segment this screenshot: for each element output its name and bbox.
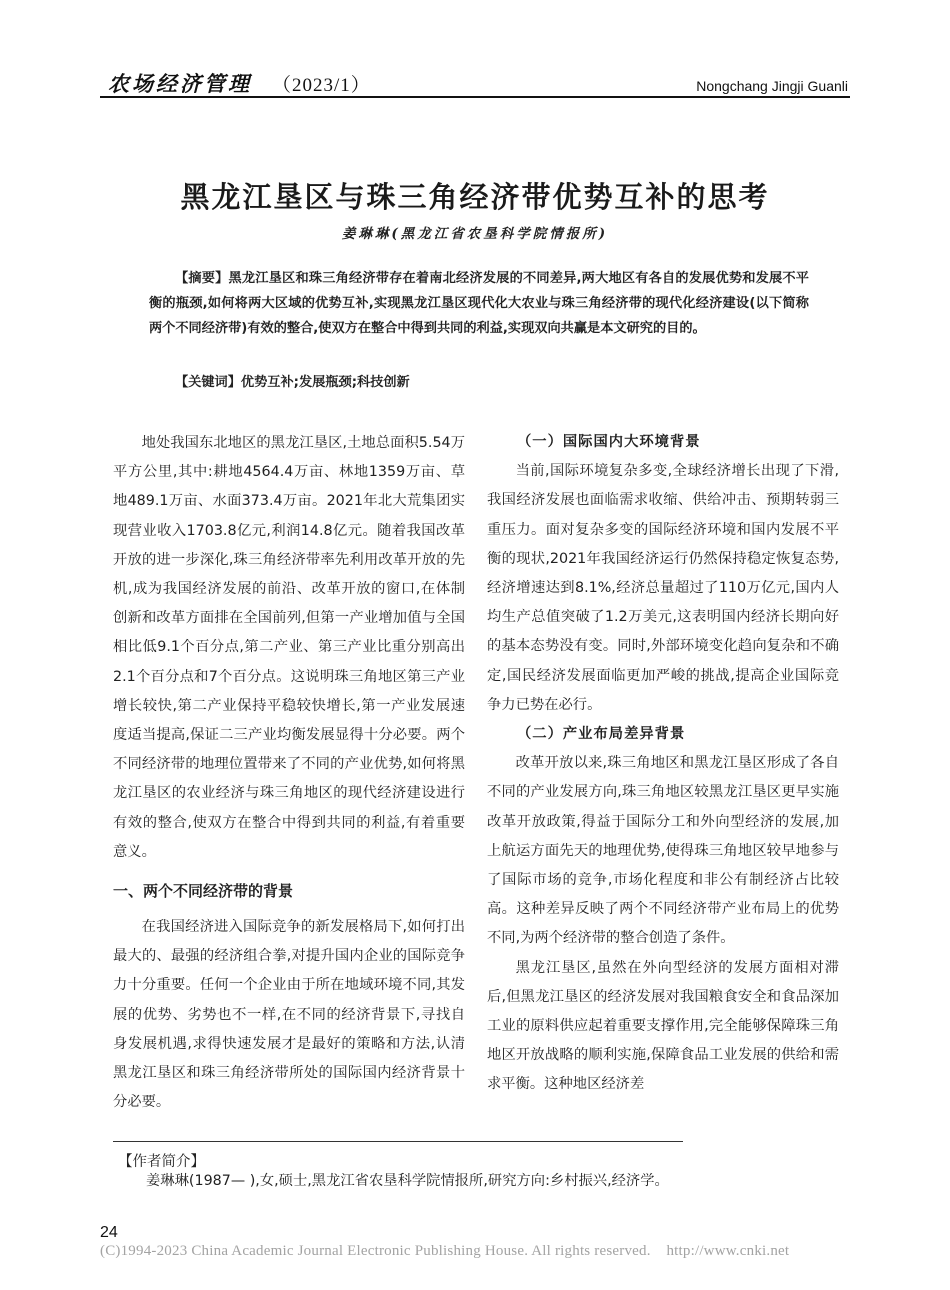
subsection-paragraph-2a: 改革开放以来,珠三角地区和黑龙江垦区形成了各自不同的产业发展方向,珠三角地区较黑龙江垦区更早实施改革开放政策,得益于国际分工和外向型经济的发展,加上航运方面先天的地理优势,使得珠三角地区较早地参与了国际市场的竞争,市场化程度和非公有制经济占比较高。这种差异反映了两个不同经济带产业布局上的优势不同,为两个经济带的整合创造了条件。 <box>487 755 839 947</box>
article-author: 姜琳琳(黑龙江省农垦科学院情报所) <box>341 226 609 242</box>
subsection-heading-1: （一）国际国内大环境背景 <box>517 434 701 450</box>
subsection-paragraph-2b: 黑龙江垦区,虽然在外向型经济的发展方面相对滞后,但黑龙江垦区的经济发展对我国粮食安全和食品深加工业的原料供应起着重要支撑作用,完全能够保障珠三角地区开放战略的顺利实施,保障食品工业发展的供给和需求平衡。这种地区经济差 <box>487 959 839 1093</box>
footnote-rule <box>113 1141 683 1142</box>
journal-name: 农场经济管理 <box>108 71 252 96</box>
section-heading: 一、两个不同经济带的背景 <box>113 882 294 901</box>
intro-paragraph: 地处我国东北地区的黑龙江垦区,土地总面积5.54万平方公里,其中:耕地4564.4万亩、林地1359万亩、草地489.1万亩、水面373.4万亩。2021年北大荒集团实现营业收入1703.8亿元,利润14.8亿元。随着我国改革开放的进一步深化,珠三角经济带率先利用改革开放的先机,成为我国经济发展的前沿、改革开放的窗口,在体制创新和改革方面排在全国前列,但第一产业增加值与全国相比低9.1个百分点,第二产业、第三产业比重分别高出2.1个百分点和7个百分点。这说明珠三角地区第三产业增长较快,第二产业保持平稳较快增长,第一产业发展速度适当提高,保证二三产业均衡发展显得十分必要。两个不同经济带的地理位置带来了不同的产业优势,如何将黑龙江垦区的农业经济与珠三角地区的现代经济建设进行有效的整合,使双方在整合中得到共同的利益,有着重要意义。 <box>113 435 465 860</box>
journal-issue: （2023/1） <box>272 75 371 96</box>
article-title: 黑龙江垦区与珠三角经济带优势互补的思考 <box>180 180 770 214</box>
section-paragraph: 在我国经济进入国际竞争的新发展格局下,如何打出最大的、最强的经济组合拳,对提升国内企业的国际竞争力十分重要。任何一个企业由于所在地域环境不同,其发展的优势、劣势也不一样,在不同的经济背景下,寻找自身发展机遇,求得快速发展才是最好的策略和方法,认清黑龙江垦区和珠三角经济带所处的国际国内经济背景十分必要。 <box>113 919 465 1111</box>
subsection-paragraph-1: 当前,国际环境复杂多变,全球经济增长出现了下滑,我国经济发展也面临需求收缩、供给冲击、预期转弱三重压力。面对复杂多变的国际经济环境和国内发展不平衡的现状,2021年我国经济运行仍然保持稳定恢复态势,经济增速达到8.1%,经济总量超过了110万亿元,国内人均生产总值突破了1.2万美元,这表明国内经济长期向好的基本态势没有变。同时,外部环境变化趋向复杂和不确定,国民经济发展面临更加严峻的挑战,提高企业国际竞争力已势在必行。 <box>487 463 839 713</box>
copyright-watermark: (C)1994-2023 China Academic Journal Electronic Publishing House. All rights reserved. http://www.cnki.net <box>100 1243 790 1259</box>
right-column <box>487 428 839 1100</box>
abstract: 【摘要】黑龙江垦区和珠三角经济带存在着南北经济发展的不同差异,两大地区有各自的发展优势和发展不平衡的瓶颈,如何将两大区域的优势互补,实现黑龙江垦区现代化大农业与珠三角经济带的现代化经济建设(以下简称两个不同经济带)有效的整合,使双方在整合中得到共同的利益,实现双向共赢是本文研究的目的。 <box>149 271 809 336</box>
author-note-body: 姜琳琳(1987— ),女,硕士,黑龙江省农垦科学院情报所,研究方向:乡村振兴,经济学。 <box>146 1173 669 1189</box>
header-rule <box>100 96 850 98</box>
left-column <box>113 429 465 1117</box>
subsection-heading-2: （二）产业布局差异背景 <box>517 726 686 743</box>
page-number: 24 <box>100 1224 118 1241</box>
author-note-heading: 【作者简介】 <box>118 1154 205 1170</box>
keywords: 【关键词】优势互补;发展瓶颈;科技创新 <box>175 375 410 390</box>
journal-pinyin: Nongchang Jingji Guanli <box>696 78 848 94</box>
